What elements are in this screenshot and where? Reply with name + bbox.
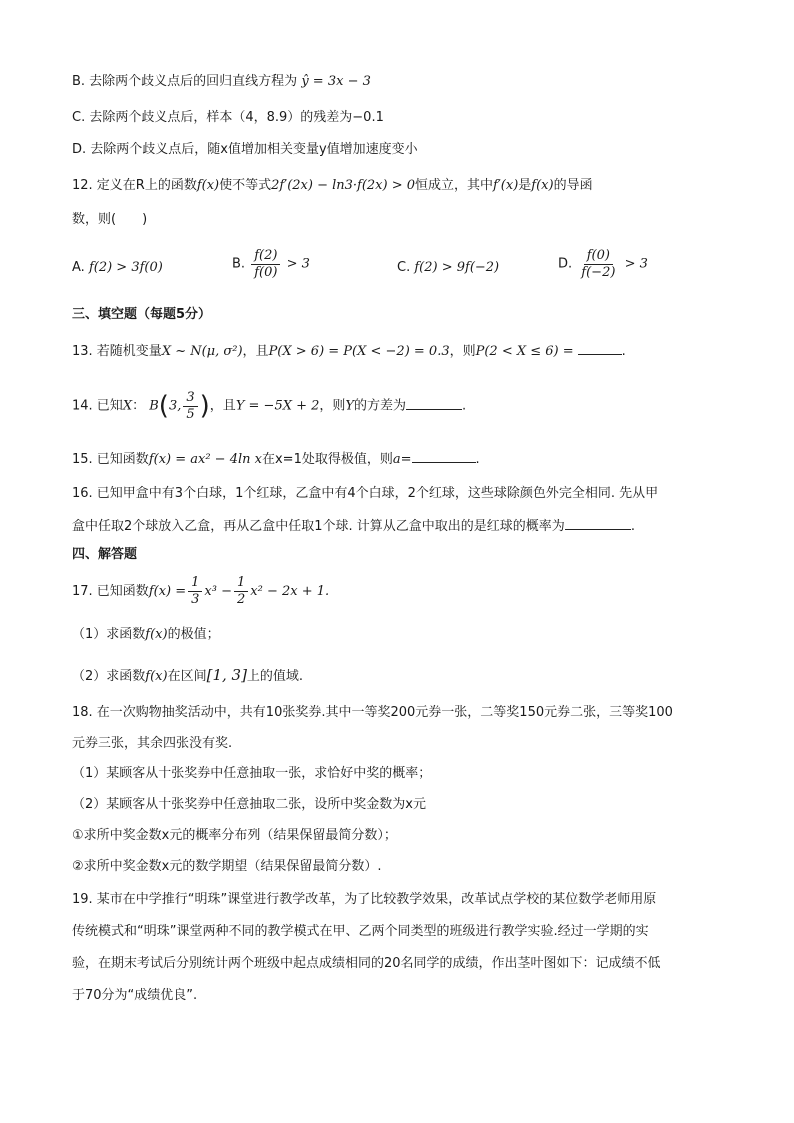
q14-fraction	[183, 390, 197, 423]
q14-n: 3,	[168, 398, 182, 414]
q13-end: .	[621, 344, 626, 359]
q13-ask: P(2 < X ≤ 6) =	[475, 344, 574, 359]
q12-option-b-fraction	[251, 248, 280, 281]
q17-p1-f: f(x)	[145, 627, 168, 642]
q13-pre: 13. 若随机变量	[72, 344, 162, 359]
q12-option-a-expr: f(2) > 3f(0)	[88, 260, 163, 275]
q17-p2-f: f(x)	[145, 669, 168, 684]
q11-option-b-text: B. 去除两个歧义点后的回归直线方程为	[72, 74, 298, 89]
q12-option-a	[72, 258, 163, 278]
q12-stem-line1	[72, 176, 593, 196]
q14-y: Y	[345, 398, 355, 414]
q17-d1: 3	[191, 592, 200, 607]
q11-option-c: C. 去除两个歧义点后，样本（4，8.9）的残差为−0.1	[72, 110, 384, 125]
q12-option-c	[397, 258, 499, 278]
q17-part1	[72, 625, 220, 645]
q15-end: .	[475, 452, 480, 467]
q13-equation: P(X > 6) = P(X < −2) = 0.3	[268, 344, 450, 359]
q12-option-b-rel: > 3	[286, 256, 310, 272]
q12-post2: 的导函	[553, 178, 593, 193]
q15-pre: 15. 已知函数	[72, 452, 149, 467]
q13	[72, 340, 626, 362]
q12-option-d	[558, 248, 648, 281]
q16-answer-blank[interactable]	[565, 515, 631, 530]
q14-mid2: ，则	[319, 398, 346, 414]
q12-option-b-den: f(0)	[254, 265, 278, 280]
q12-option-d-fraction	[578, 248, 618, 281]
q12-stem-line2: 数，则( )	[72, 212, 148, 227]
q12-option-d-num: f(0)	[584, 248, 613, 265]
q14-end: .	[462, 398, 467, 414]
q14-rparen: )	[199, 391, 210, 421]
q14-pre: 14. 已知	[72, 398, 123, 414]
q14-lparen: (	[158, 391, 169, 421]
q19-line2: 传统模式和“明珠”课堂两种不同的教学模式在甲、乙两个同类型的班级进行教学实验.经过一学期的实	[72, 924, 649, 939]
section-4-heading: 四、解答题	[72, 547, 138, 562]
q19-line1: 19. 某市在中学推行“明珠”课堂进行教学改革，为了比较教学效果，改革试点学校的某位数学老师用原	[72, 892, 657, 907]
q12-fprime: f′(x)	[493, 178, 519, 193]
q16-line2	[72, 515, 635, 537]
q12-option-b	[232, 248, 310, 281]
q14-equation: Y = −5X + 2	[235, 398, 320, 414]
q12-is: 是	[518, 178, 532, 193]
q14	[72, 386, 466, 426]
q12-option-d-rel: > 3	[624, 256, 648, 272]
section-3-heading: 三、填空题（每题5分）	[72, 307, 212, 322]
q17-part2	[72, 665, 303, 687]
q12-option-b-num: f(2)	[251, 248, 280, 265]
q15-answer-blank[interactable]	[412, 448, 476, 463]
q12-post1: 恒成立，其中	[415, 178, 494, 193]
q16-end: .	[630, 519, 635, 534]
q12-option-c-label: C.	[397, 260, 411, 275]
q14-mid: ，且	[209, 398, 236, 414]
q19-line3: 验，在期末考试后分别统计两个班级中起点成绩相同的20名同学的成绩，作出茎叶图如下：记成绩不低	[72, 956, 661, 971]
q17-n2: 1	[234, 575, 248, 592]
q14-colon: ：	[132, 398, 146, 414]
q11-option-d: D. 去除两个歧义点后，随x值增加相关变量y值增加速度变小	[72, 142, 418, 157]
q12-inequality: 2f′(2x) − ln3·f(2x) > 0	[271, 178, 416, 193]
q14-answer-blank[interactable]	[406, 395, 462, 410]
q15-mid: 在x=1处取得极值，则	[261, 452, 393, 467]
q17-stem	[72, 572, 329, 612]
q17-n1: 1	[188, 575, 202, 592]
q12-mid: 使不等式	[219, 178, 272, 193]
q16-line2-text: 盒中任取2个球放入乙盒，再从乙盒中任取1个球. 计算从乙盒中取出的是红球的概率为	[72, 519, 565, 534]
q17-p2-pre: （2）求函数	[72, 669, 146, 684]
q12-option-d-label: D.	[558, 256, 573, 272]
q17-frac2	[234, 575, 248, 608]
q17-p2-mid: 在区间	[167, 669, 207, 684]
q15-function: f(x) = ax² − 4ln x	[148, 452, 262, 467]
q12-option-b-label: B.	[232, 256, 246, 272]
q11-option-b	[72, 72, 371, 92]
q18-line2: 元券三张，其余四张没有奖.	[72, 736, 233, 751]
q17-pre: 17. 已知函数	[72, 584, 149, 599]
q15-a: a=	[392, 452, 412, 467]
q12-f2: f(x)	[531, 178, 554, 193]
q18-part1: （1）某顾客从十张奖券中任意抽取一张，求恰好中奖的概率；	[72, 766, 432, 781]
q12-options	[72, 248, 722, 292]
q14-x: X	[122, 398, 133, 414]
q18-part2-sub1: ①求所中奖金数x元的概率分布列（结果保留最简分数）；	[72, 828, 397, 843]
q17-p2-post: 上的值域.	[246, 669, 304, 684]
q15	[72, 448, 480, 470]
q17-p2-interval: [1, 3]	[206, 666, 247, 684]
q17-t1: x³ −	[204, 584, 232, 599]
q18-part2-sub2: ②求所中奖金数x元的数学期望（结果保留最简分数）.	[72, 859, 382, 874]
q17-p1-pre: （1）求函数	[72, 627, 146, 642]
q19-line4: 于70分为“成绩优良”.	[72, 988, 198, 1003]
q13-mid2: ，则	[449, 344, 476, 359]
q12-option-a-label: A.	[72, 260, 85, 275]
q14-num: 3	[183, 390, 197, 407]
q18-part2: （2）某顾客从十张奖券中任意抽取二张，设所中奖金数为x元	[72, 797, 426, 812]
q17-frac1	[188, 575, 202, 608]
q18-line1: 18. 在一次购物抽奖活动中，共有10张奖券.其中一等奖200元券一张，二等奖150元券二张，三等奖100	[72, 705, 673, 720]
q13-answer-blank[interactable]	[578, 340, 622, 355]
q17-f: f(x) =	[148, 584, 187, 599]
q14-den: 5	[186, 406, 195, 422]
q13-distribution: X ~ N(μ, σ²)	[161, 344, 243, 359]
q16-line1: 16. 已知甲盒中有3个白球，1个红球，乙盒中有4个白球，2个红球，这些球除颜色外完全相同. 先从甲	[72, 486, 659, 501]
q12-option-c-expr: f(2) > 9f(−2)	[414, 260, 500, 275]
q17-t2: x² − 2x + 1.	[250, 584, 330, 599]
q17-p1-post: 的极值；	[167, 627, 220, 642]
q13-mid: ，且	[242, 344, 269, 359]
q12-option-d-den: f(−2)	[581, 265, 616, 280]
q12-f: f(x)	[196, 178, 220, 193]
q14-binomial: B	[149, 398, 159, 414]
q17-d2: 2	[236, 592, 246, 607]
q14-post: 的方差为	[354, 398, 407, 414]
q12-pre: 12. 定义在R上的函数	[72, 178, 197, 193]
q11-option-b-math: ŷ = 3x − 3	[301, 74, 371, 89]
